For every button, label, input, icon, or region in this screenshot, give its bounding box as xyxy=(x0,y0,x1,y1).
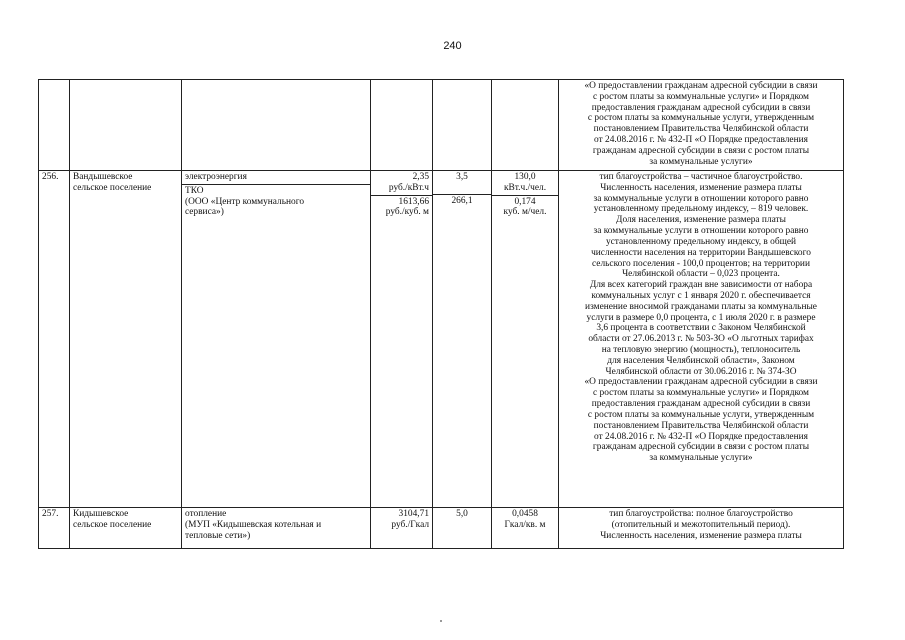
description-line: области от 27.06.2013 г. № 503-ЗО «О льготных тарифах xyxy=(588,334,814,345)
norm-electricity: 130,0 кВт.ч./чел. xyxy=(492,172,558,196)
service-electricity: электроэнергия xyxy=(182,172,370,185)
description-line: постановлением Правительства Челябинской области xyxy=(593,420,809,431)
description-line: постановлением Правительства Челябинской области xyxy=(593,124,809,135)
description-line: от 24.08.2016 г. № 432-П «О Порядке предоставления xyxy=(594,135,808,146)
description-line: предоставления гражданам адресной субсидии в связи xyxy=(591,102,811,113)
description-line: (отопительный и межотопительный период). xyxy=(611,519,791,530)
description-line: коммунальных услуг с 1 января 2020 г. обеспечивается xyxy=(591,290,811,301)
description-line: Челябинской области от 30.06.2016 г. № 374-ЗО xyxy=(605,366,797,377)
tariff-table xyxy=(38,79,844,549)
norm-cell xyxy=(492,171,559,508)
description-line: с ростом платы за коммунальные услуги» и Порядком xyxy=(593,388,809,399)
description-line: Численность населения, изменение размера платы xyxy=(600,182,802,193)
table-row-continuation xyxy=(39,80,844,171)
tariff-electricity: 2,35 руб./кВт.ч xyxy=(371,172,432,196)
description-cell xyxy=(559,508,844,549)
description-line: предоставления гражданам адресной субсидии в связи xyxy=(591,399,811,410)
service-cell xyxy=(182,171,371,508)
description-line: гражданам адресной субсидии в связи с ростом платы xyxy=(592,145,810,156)
row-number-cell xyxy=(39,80,70,171)
table-row-256 xyxy=(39,171,844,508)
description-line: численности населения на территории Вандышевского xyxy=(591,247,811,258)
row-number-cell: 256. xyxy=(39,171,70,508)
description-line: с ростом платы за коммунальные услуги, утвержденным xyxy=(587,113,815,124)
tariff-cell xyxy=(371,171,433,508)
description-line: для населения Челябинской области», Законом xyxy=(607,355,795,366)
growth-cell xyxy=(433,80,492,171)
service-cell: отопление (МУП «Кидышевская котельная и тепловые сети») xyxy=(182,508,371,549)
description-line: за коммунальные услуги в отношении которого равно xyxy=(593,193,809,204)
description-line: за коммунальные услуги в отношении которого равно xyxy=(593,226,809,237)
description-line: «О предоставлении гражданам адресной субсидии в связи xyxy=(584,81,818,91)
description-line: 3,6 процента в соответствии с Законом Челябинской xyxy=(596,323,806,334)
page-number: 240 xyxy=(443,40,462,52)
growth-waste: 266,1 xyxy=(451,196,473,206)
settlement-name-cell: Кидышевское сельское поселение xyxy=(70,508,182,549)
description-line: на тепловую энергию (мощность), теплоноситель xyxy=(601,345,801,355)
description-cell xyxy=(559,80,844,171)
description-line: от 24.08.2016 г. № 432-П «О Порядке предоставления xyxy=(594,431,808,442)
description-line: за коммунальные услуги» xyxy=(649,156,753,167)
service-waste: ТКО (ООО «Центр коммунального сервиса») xyxy=(185,185,305,218)
tariff-waste: 1613,66 руб./куб. м xyxy=(385,196,429,218)
settlement-name-cell: Вандышевское сельское поселение xyxy=(70,171,182,508)
description-line: за коммунальные услуги» xyxy=(649,453,753,464)
description-line: тип благоустройства – частичное благоустройство. xyxy=(599,172,803,182)
row-number-cell: 257. xyxy=(39,508,70,549)
description-line: изменение вносимой гражданами платы за коммунальные xyxy=(585,301,817,312)
description-line: с ростом платы за коммунальные услуги» и Порядком xyxy=(593,91,809,102)
settlement-name-cell xyxy=(70,80,182,171)
description-line: Доля населения, изменение размера платы xyxy=(616,215,786,226)
description-line: Для всех категорий граждан вне зависимости от набора xyxy=(589,280,813,291)
growth-cell: 5,0 xyxy=(433,508,492,549)
description-line: установленному предельному индексу, – 819 человек. xyxy=(593,204,809,215)
description-cell xyxy=(559,171,844,508)
description-line: услуги в размере 0,0 процента, с 1 июля 2020 г. в размере xyxy=(586,312,816,323)
description-line: тип благоустройства: полное благоустройство xyxy=(609,509,793,519)
norm-cell xyxy=(492,80,559,171)
description-line: «О предоставлении гражданам адресной субсидии в связи xyxy=(584,377,818,388)
description-line: гражданам адресной субсидии в связи с ростом платы xyxy=(592,442,810,453)
description-line: Челябинской области – 0,023 процента. xyxy=(622,269,780,280)
description-line: установленному предельному индексу, в общей xyxy=(605,236,797,247)
norm-cell: 0,0458 Гкал/кв. м xyxy=(492,508,559,549)
description-line: Численность населения, изменение размера платы xyxy=(600,530,802,541)
description-line: с ростом платы за коммунальные услуги, утвержденным xyxy=(587,409,815,420)
description-line: сельского поселения - 100,0 процентов; на территории xyxy=(592,258,810,269)
growth-cell xyxy=(433,171,492,508)
tariff-cell xyxy=(371,80,433,171)
table-row-257 xyxy=(39,508,844,549)
tariff-cell: 3104,71 руб./Гкал xyxy=(371,508,433,549)
growth-electricity: 3,5 xyxy=(433,172,491,195)
norm-waste: 0,174 куб. м/чел. xyxy=(503,196,547,218)
scan-speck xyxy=(440,620,442,622)
service-cell xyxy=(182,80,371,171)
